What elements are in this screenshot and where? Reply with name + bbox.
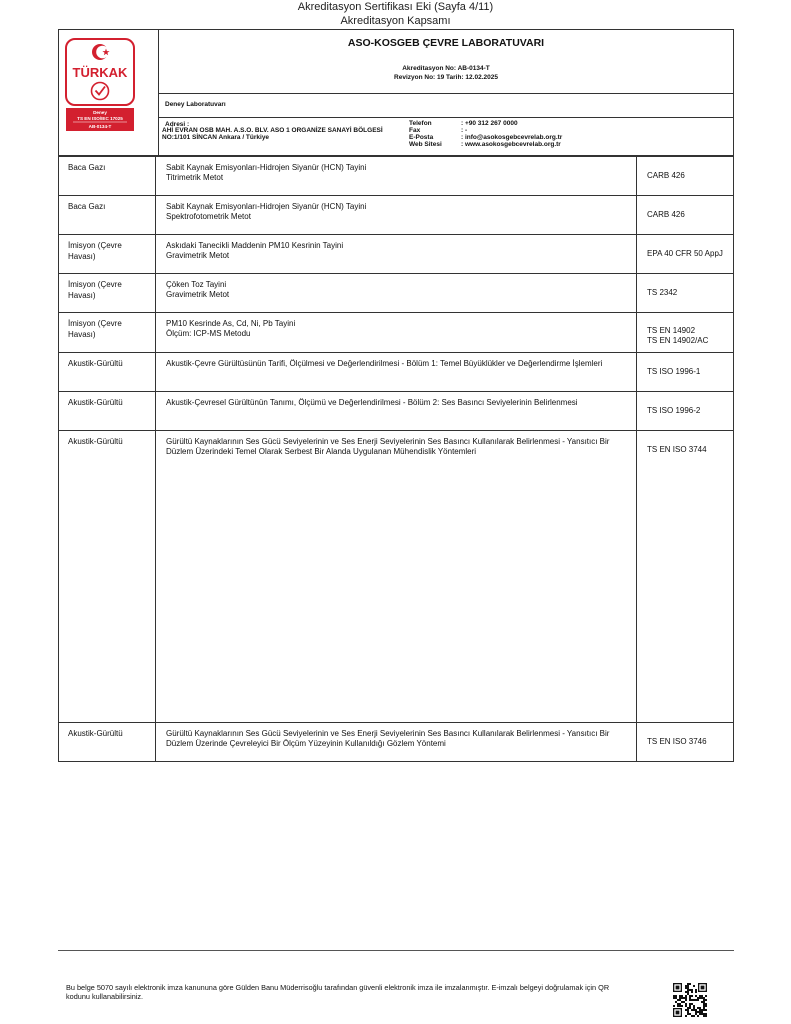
method-cell: Askıdaki Tanecikli Maddenin PM10 Kesrinin Tayini [166,241,344,250]
standard-cell: TS EN 14902 [647,326,696,335]
page-subtitle: Akreditasyon Kapsamı [340,15,451,27]
method-cell: Akustik-Çevre Gürültüsünün Tarifi, Ölçülmesi ve Değerlendirilmesi - Bölüm 1: Temel Büyüklükler ve Değerlendirme İşlemleri [166,359,603,368]
category-cell: İmisyon (Çevre Havası) [68,241,122,261]
method-cell: Çöken Toz Tayini [166,280,227,289]
method-cell-line-2: Düzlem Üzerinde Çevreleyici Bir Ölçüm Yüzeyinin Kullanıldığı Gözlem Yöntemi [166,739,446,748]
method-cell: Akustik-Çevresel Gürültünün Tanımı, Ölçümü ve Değerlendirilmesi - Bölüm 2: Ses Basıncı Seviyelerinin Belirlenmesi [166,398,578,407]
method-cell: PM10 Kesrinde As, Cd, Ni, Pb Tayini [166,319,296,328]
contact-block: Telefon : +90 312 267 0000 Fax : - E-Posta : info@asokosgebcevrelab.org.tr Web Sitesi : www.asokosgebcevrelab.org.tr [409,120,563,148]
logo-brand-text: TÜRKAK [72,65,128,80]
method-cell-line-2: Titrimetrik Metot [166,173,224,182]
standard-cell: TS EN ISO 3746 [647,737,707,746]
qr-code-icon[interactable] [673,983,707,1017]
method-cell-line-2: Ölçüm: ICP-MS Metodu [166,329,251,338]
standard-cell: TS EN ISO 3744 [647,445,707,454]
svg-text:TS EN ISO/IEC 17025: TS EN ISO/IEC 17025 [77,116,123,121]
category-cell: Baca Gazı [68,163,106,172]
address-label: Adresi : [165,121,190,128]
turkak-logo [65,38,135,132]
standard-cell: EPA 40 CFR 50 AppJ [647,249,723,258]
category-cell: İmisyon (Çevre Havası) [68,280,122,300]
footer-note: Bu belge 5070 sayılı elektronik imza kanununa göre Gülden Banu Müderrisoğlu tarafından güvenli elektronik imza ile imzalanmıştır. E-imzalı belgeyi doğrulamak için QR kodunu kullanabilirsiniz. [66,983,610,1001]
category-cell: Baca Gazı [68,202,106,211]
standard-cell-line-2: TS EN 14902/AC [647,336,709,345]
accreditation-number: Akreditasyon No: AB-0134-T [402,65,490,72]
lab-name: ASO-KOSGEB ÇEVRE LABORATUVARI [347,37,545,49]
standard-cell: CARB 426 [647,210,685,219]
method-cell: Sabit Kaynak Emisyonları-Hidrojen Siyanür (HCN) Tayini [166,163,367,172]
category-cell: Akustik-Gürültü [68,437,123,446]
svg-text:Deney: Deney [93,110,107,115]
standard-cell: TS ISO 1996-1 [647,367,701,376]
method-cell: Gürültü Kaynaklarının Ses Gücü Seviyelerinin ve Ses Enerji Seviyelerinin Ses Basıncı Kullanılarak Belirlenmesi - Yansıtıcı Bir [166,729,610,738]
category-cell: İmisyon (Çevre Havası) [68,319,122,339]
standard-cell: TS 2342 [647,288,678,297]
standard-cell: CARB 426 [647,171,685,180]
method-cell: Sabit Kaynak Emisyonları-Hidrojen Siyanür (HCN) Tayini [166,202,367,211]
category-cell: Akustik-Gürültü [68,398,123,407]
method-cell: Gürültü Kaynaklarının Ses Gücü Seviyelerinin ve Ses Enerji Seviyelerinin Ses Basıncı Kullanılarak Belirlenmesi - Yansıtıcı Bir [166,437,610,446]
address-line-2: NO:1/101 SİNCAN Ankara / Türkiye [162,134,270,141]
method-cell-line-2: Düzlem Üzerindeki Temel Olarak Serbest Bir Alanda Uygulanan Mühendislik Yöntemleri [166,447,477,456]
page-title: Akreditasyon Sertifikası Eki (Sayfa 4/11) [297,1,494,13]
lab-type: Deney Laboratuvarı [165,101,226,108]
address-line-1: AHİ EVRAN OSB MAH. A.S.O. BLV. ASO 1 ORGANİZE SANAYİ BÖLGESİ [162,127,383,134]
svg-text:AB-0134-T: AB-0134-T [88,124,112,129]
revision-info: Revizyon No: 19 Tarih: 12.02.2025 [394,74,498,81]
standard-cell: TS ISO 1996-2 [647,406,701,415]
method-cell-line-2: Gravimetrik Metot [166,251,230,260]
method-cell-line-2: Spektrofotometrik Metot [166,212,251,221]
method-cell-line-2: Gravimetrik Metot [166,290,230,299]
category-cell: Akustik-Gürültü [68,729,123,738]
category-cell: Akustik-Gürültü [68,359,123,368]
